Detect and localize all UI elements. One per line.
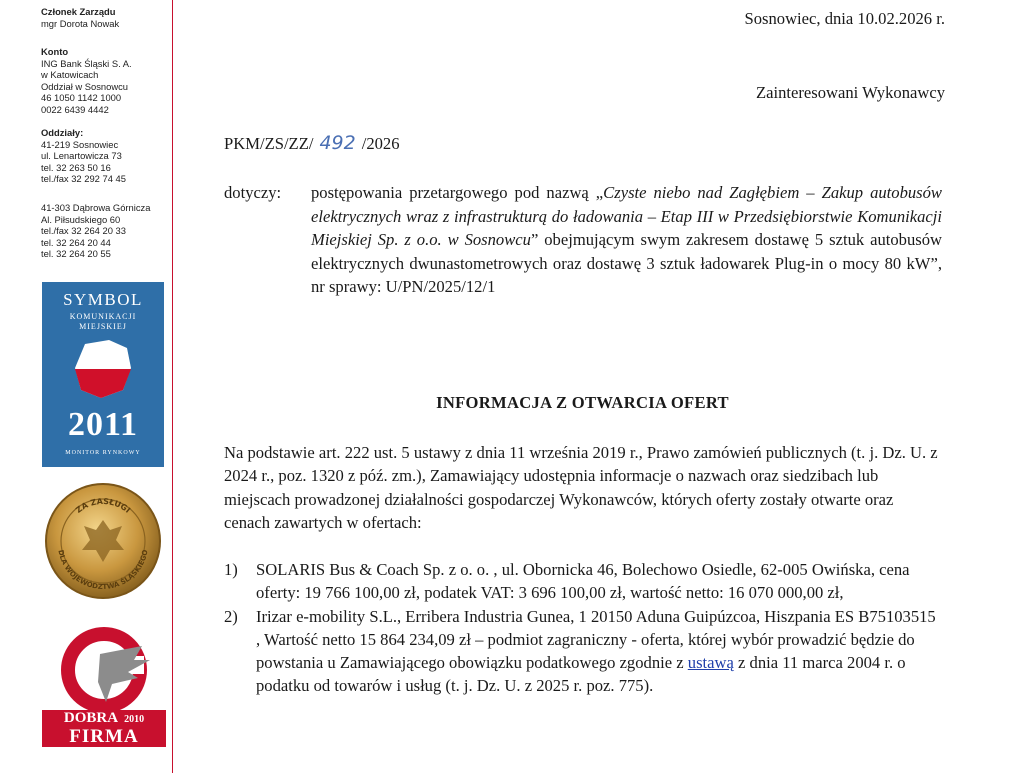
symbol-subtitle-2: MIEJSKIEJ bbox=[79, 322, 127, 331]
account-heading: Konto bbox=[41, 46, 69, 57]
dobra-text: DOBRA bbox=[63, 710, 119, 726]
dobra-firma-emblem-icon bbox=[42, 626, 166, 710]
subject-rest: ” obejmującym swym zakresem dostawę 5 sztuk autobusów elektrycznych dwunastometrowych oraz dostawę 3 sztuk ładowarek Plug-in o mocy 80 kW”, nr sprawy: U/PN/2025/12/1 bbox=[311, 230, 942, 296]
ref-prefix: PKM/ZS/ZZ/ bbox=[224, 134, 314, 153]
branch-line: tel./fax 32 264 20 33 bbox=[41, 225, 126, 237]
symbol-footer: MONITOR RYNKOWY bbox=[65, 450, 141, 456]
subject-label: dotyczy: bbox=[224, 183, 282, 202]
symbol-title: SYMBOL bbox=[63, 290, 143, 309]
branch-line: tel. 32 264 20 44 bbox=[41, 236, 111, 248]
offer-number: 1) bbox=[224, 560, 238, 579]
branch-sosnowiec-block bbox=[41, 127, 126, 185]
legal-basis-paragraph: Na podstawie art. 222 ust. 5 ustawy z dnia 11 września 2019 r., Prawo zamówień publicznych (t. j. Dz. U. z 2024 r., poz. 1320 z póź. zm.), Zamawiający udostępnia informacje o nazwach oraz siedzibach lub miejscach prowadzonej działalności gospodarczej Wykonawców, których oferty zostały otwarte oraz cenach zawartych w ofertach: bbox=[224, 443, 938, 532]
offer-text-after: z dnia 11 marca 2004 r. o podatku od towarów i usług (t. j. Dz. U. z 2025 r. poz. 775). bbox=[256, 653, 906, 696]
account-block bbox=[41, 46, 132, 116]
statute-link[interactable]: ustawą bbox=[687, 653, 734, 673]
branches-heading: Oddziały: bbox=[41, 127, 84, 138]
branch-line: tel./fax 32 292 74 45 bbox=[41, 173, 126, 185]
letterhead-sidebar bbox=[0, 0, 173, 773]
account-line: ING Bank Śląski S. A. bbox=[41, 57, 132, 69]
branch-line: ul. Lenartowicza 73 bbox=[41, 150, 122, 162]
reference-number bbox=[224, 132, 400, 154]
offer-text-before: Irizar e-mobility S.L., Erribera Industria Gunea, 1 20150 Aduna Guipúzcoa, Hiszpania ES B75103515 , Wartość netto 15 864 234,09 zł – podmiot zagraniczny - oferta, której wybór prowadzić będzie do powstania u Zamawiającego obowiązku podatkowego zgodnie z bbox=[256, 606, 936, 673]
offer-text: SOLARIS Bus & Coach Sp. z o. o. , ul. Obornicka 46, Bolechowo Osiedle, 62-005 Owińska, cena oferty: 19 766 100,00 zł, podatek VAT: 3 696 100,00 zł, wartość netto: 16 070 000,00 zł, bbox=[256, 560, 910, 603]
offer-number: 2) bbox=[224, 606, 238, 626]
board-name: mgr Dorota Nowak bbox=[41, 17, 120, 29]
account-line: 46 1050 1142 1000 bbox=[41, 92, 122, 104]
board-member-block bbox=[41, 6, 119, 29]
branch-dabrowa-block bbox=[41, 202, 150, 260]
dobra-firma-bottom: FIRMA bbox=[42, 726, 166, 747]
subject-title: Czyste niebo nad Zagłębiem – Zakup autobusów elektrycznych wraz z infrastrukturą do ładowania – Etap III w Przedsiębiorstwie Komunikacji Miejskiej Sp. z o.o. w Sosnowcu bbox=[311, 183, 942, 249]
medal-top-text: ZA ZASŁUGI bbox=[74, 496, 132, 515]
symbol-subtitle bbox=[42, 312, 164, 332]
dobra-firma-award bbox=[42, 626, 166, 747]
subject-block bbox=[224, 181, 942, 299]
offers-list bbox=[224, 558, 942, 698]
addressee: Zainteresowani Wykonawcy bbox=[756, 83, 945, 102]
branch-line: 41-219 Sosnowiec bbox=[41, 138, 119, 150]
account-line: w Katowicach bbox=[41, 69, 99, 81]
ref-handwritten-number: 492 bbox=[319, 132, 356, 154]
symbol-award-badge bbox=[42, 282, 164, 467]
medal-bottom-text: DLA WOJEWÓDZTWA ŚLĄSKIEGO bbox=[56, 549, 150, 592]
account-line: Oddział w Sosnowcu bbox=[41, 80, 129, 92]
branch-line: tel. 32 263 50 16 bbox=[41, 161, 111, 173]
silesian-merit-medal-icon bbox=[44, 482, 162, 600]
board-heading: Członek Zarządu bbox=[41, 6, 116, 17]
symbol-subtitle-1: KOMUNIKACJI bbox=[69, 312, 137, 321]
subject-text bbox=[311, 181, 942, 299]
branch-line: 41-303 Dąbrowa Górnicza bbox=[41, 202, 151, 213]
dobra-firma-top bbox=[42, 710, 166, 726]
letter-date: Sosnowiec, dnia 10.02.2026 r. bbox=[744, 9, 945, 28]
poland-map-flag-icon bbox=[71, 338, 135, 402]
symbol-year: 2011 bbox=[67, 406, 139, 443]
dobra-year: 2010 bbox=[124, 714, 145, 725]
branch-line: tel. 32 264 20 55 bbox=[41, 248, 111, 260]
offer-item bbox=[224, 558, 942, 605]
subject-intro: postępowania przetargowego pod nazwą „ bbox=[311, 183, 604, 202]
branch-line: Al. Piłsudskiego 60 bbox=[41, 213, 121, 225]
offer-item bbox=[224, 605, 942, 698]
ref-suffix: /2026 bbox=[361, 134, 400, 153]
section-heading: INFORMACJA Z OTWARCIA OFERT bbox=[436, 393, 729, 412]
account-line: 0022 6439 4442 bbox=[41, 103, 109, 115]
